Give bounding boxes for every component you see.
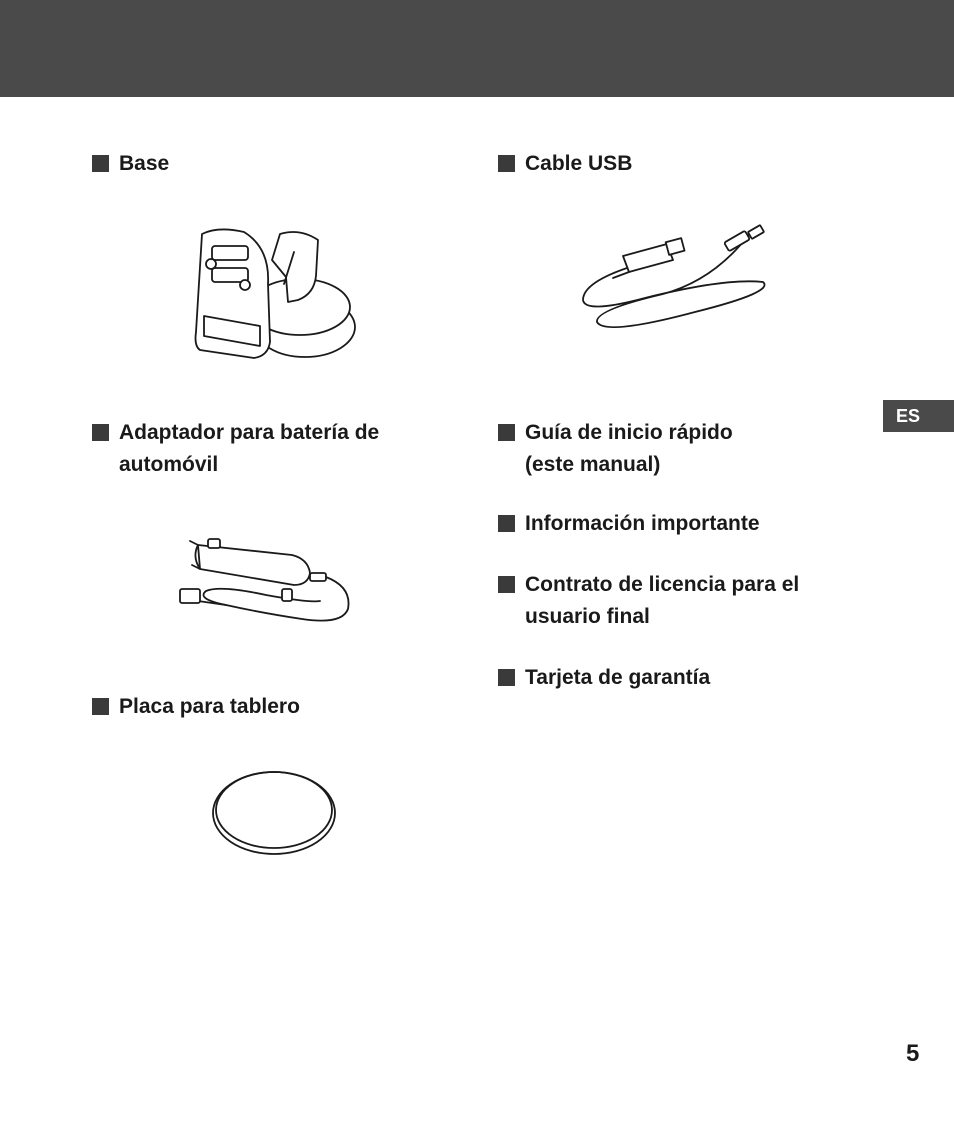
square-bullet-icon bbox=[92, 155, 109, 172]
item-label-line2: automóvil bbox=[119, 453, 219, 476]
item-label: Placa para tablero bbox=[119, 695, 300, 718]
item-license-agreement bbox=[498, 569, 799, 633]
language-tab: ES bbox=[883, 400, 954, 432]
square-bullet-icon bbox=[92, 698, 109, 715]
square-bullet-icon bbox=[92, 424, 109, 441]
item-quick-guide bbox=[498, 417, 733, 481]
item-label: Tarjeta de garantía bbox=[525, 666, 711, 689]
item-usb-cable bbox=[498, 148, 632, 180]
item-label-line1: Guía de inicio rápido bbox=[525, 421, 733, 444]
item-label-line1: Contrato de licencia para el bbox=[525, 573, 800, 596]
usb-cable-illustration bbox=[575, 222, 790, 337]
square-bullet-icon bbox=[498, 515, 515, 532]
dashboard-plate-illustration bbox=[208, 768, 340, 860]
item-car-adapter bbox=[92, 417, 379, 481]
item-label-line2: (este manual) bbox=[525, 453, 661, 476]
square-bullet-icon bbox=[498, 424, 515, 441]
item-base bbox=[92, 148, 169, 180]
square-bullet-icon bbox=[498, 669, 515, 686]
item-warranty-card bbox=[498, 662, 710, 694]
item-label: Base bbox=[119, 152, 170, 175]
cradle-base-illustration bbox=[190, 222, 360, 367]
item-label-line2: usuario final bbox=[525, 605, 650, 628]
item-label: Información importante bbox=[525, 512, 760, 535]
car-adapter-illustration bbox=[170, 525, 360, 635]
item-label-line1: Adaptador para batería de bbox=[119, 421, 380, 444]
item-important-info bbox=[498, 508, 760, 540]
square-bullet-icon bbox=[498, 155, 515, 172]
item-dashboard-plate bbox=[92, 691, 300, 723]
square-bullet-icon bbox=[498, 576, 515, 593]
page-number: 5 bbox=[906, 1040, 920, 1067]
item-label: Cable USB bbox=[525, 152, 633, 175]
header-band bbox=[0, 0, 954, 97]
